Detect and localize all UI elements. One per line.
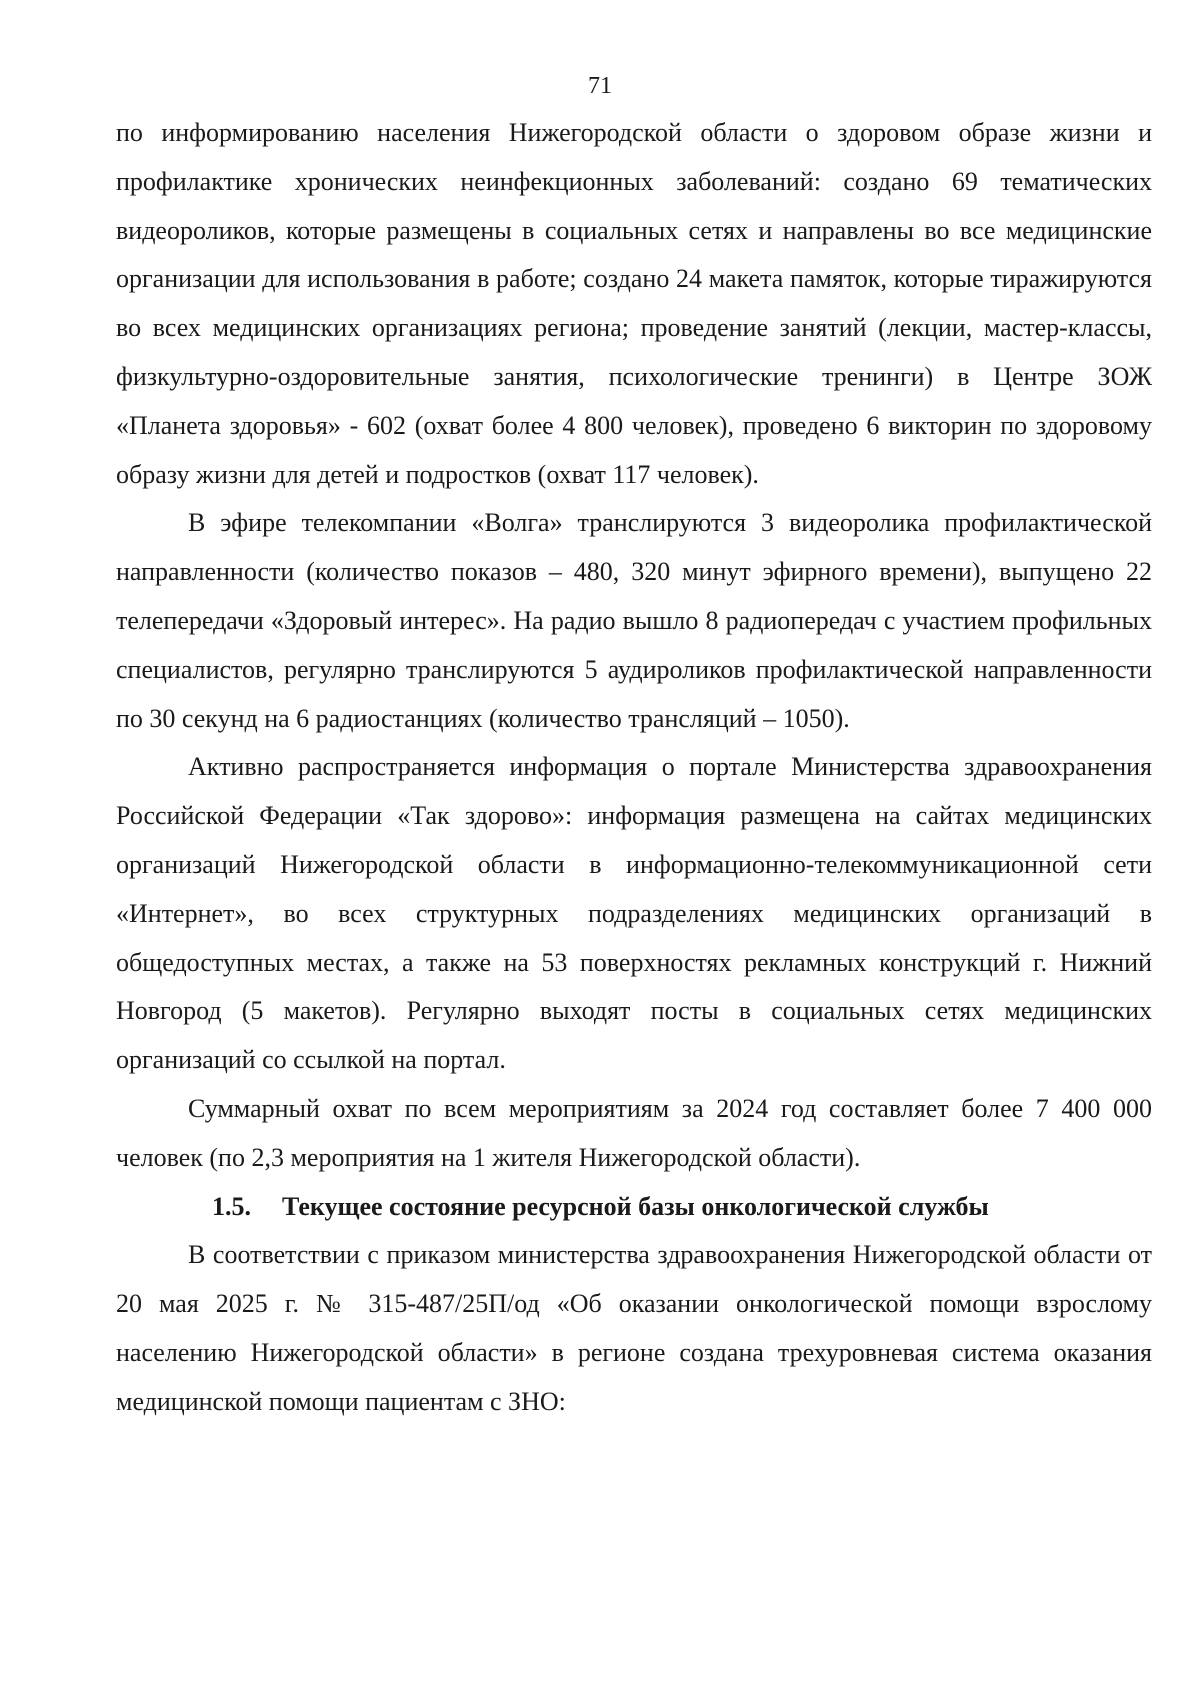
section-heading (116, 1183, 1152, 1232)
section-number: 1.5. (212, 1191, 251, 1221)
page-number: 71 (588, 73, 612, 99)
paragraph-oncology-order: В соответствии с приказом министерства здравоохранения Нижегородской области от 20 мая 2025 г. № 315-487/25П/од «Об оказании онкологической помощи взрослому населению Нижегородской области» в регионе создана трехуровневая система оказания медицинской помощи пациентам с ЗНО: (116, 1240, 1152, 1416)
paragraph-portal-info: Активно распространяется информация о портале Министерства здравоохранения Российской Федерации «Так здорово»: информация размещена на сайтах медицинских организаций Нижегородской области в информационно-телекоммуникационной сети «Интернет», во всех структурных подразделениях медицинских организаций в общедоступных местах, а также на 53 поверхностях рекламных конструкций г. Нижний Новгород (5 макетов). Регулярно выходят посты в социальных сетях медицинских организаций со ссылкой на портал. (116, 752, 1152, 1075)
paragraph-total-coverage: Суммарный охват по всем мероприятиям за 2024 год составляет более 7 400 000 человек (по 2,3 мероприятия на 1 жителя Нижегородской области). (116, 1093, 1152, 1172)
section-title: Текущее состояние ресурсной базы онкологической службы (282, 1191, 989, 1221)
paragraph-health-promotion: по информированию населения Нижегородской области о здоровом образе жизни и профилактике хронических неинфекционных заболеваний: создано 69 тематических видеороликов, которые размещены в социальных сетях и направлены во все медицинские организации для использования в работе; создано 24 макета памяток, которые тиражируются во всех медицинских организациях региона; проведение занятий (лекции, мастер-классы, физкультурно-оздоровительные занятия, психологические тренинги) в Центре ЗОЖ «Планета здоровья» - 602 (охват более 4 800 человек), проведено 6 викторин по здоровому образу жизни для детей и подростков (охват 117 человек). (116, 118, 1152, 489)
paragraph-media-broadcasts: В эфире телекомпании «Волга» транслируются 3 видеоролика профилактической направленности (количество показов – 480, 320 минут эфирного времени), выпущено 22 телепередачи «Здоровый интерес». На радио вышло 8 радиопередач с участием профильных специалистов, регулярно транслируются 5 аудироликов профилактической направленности по 30 секунд на 6 радиостанциях (количество трансляций – 1050). (116, 508, 1152, 733)
document-body (116, 109, 1152, 1427)
